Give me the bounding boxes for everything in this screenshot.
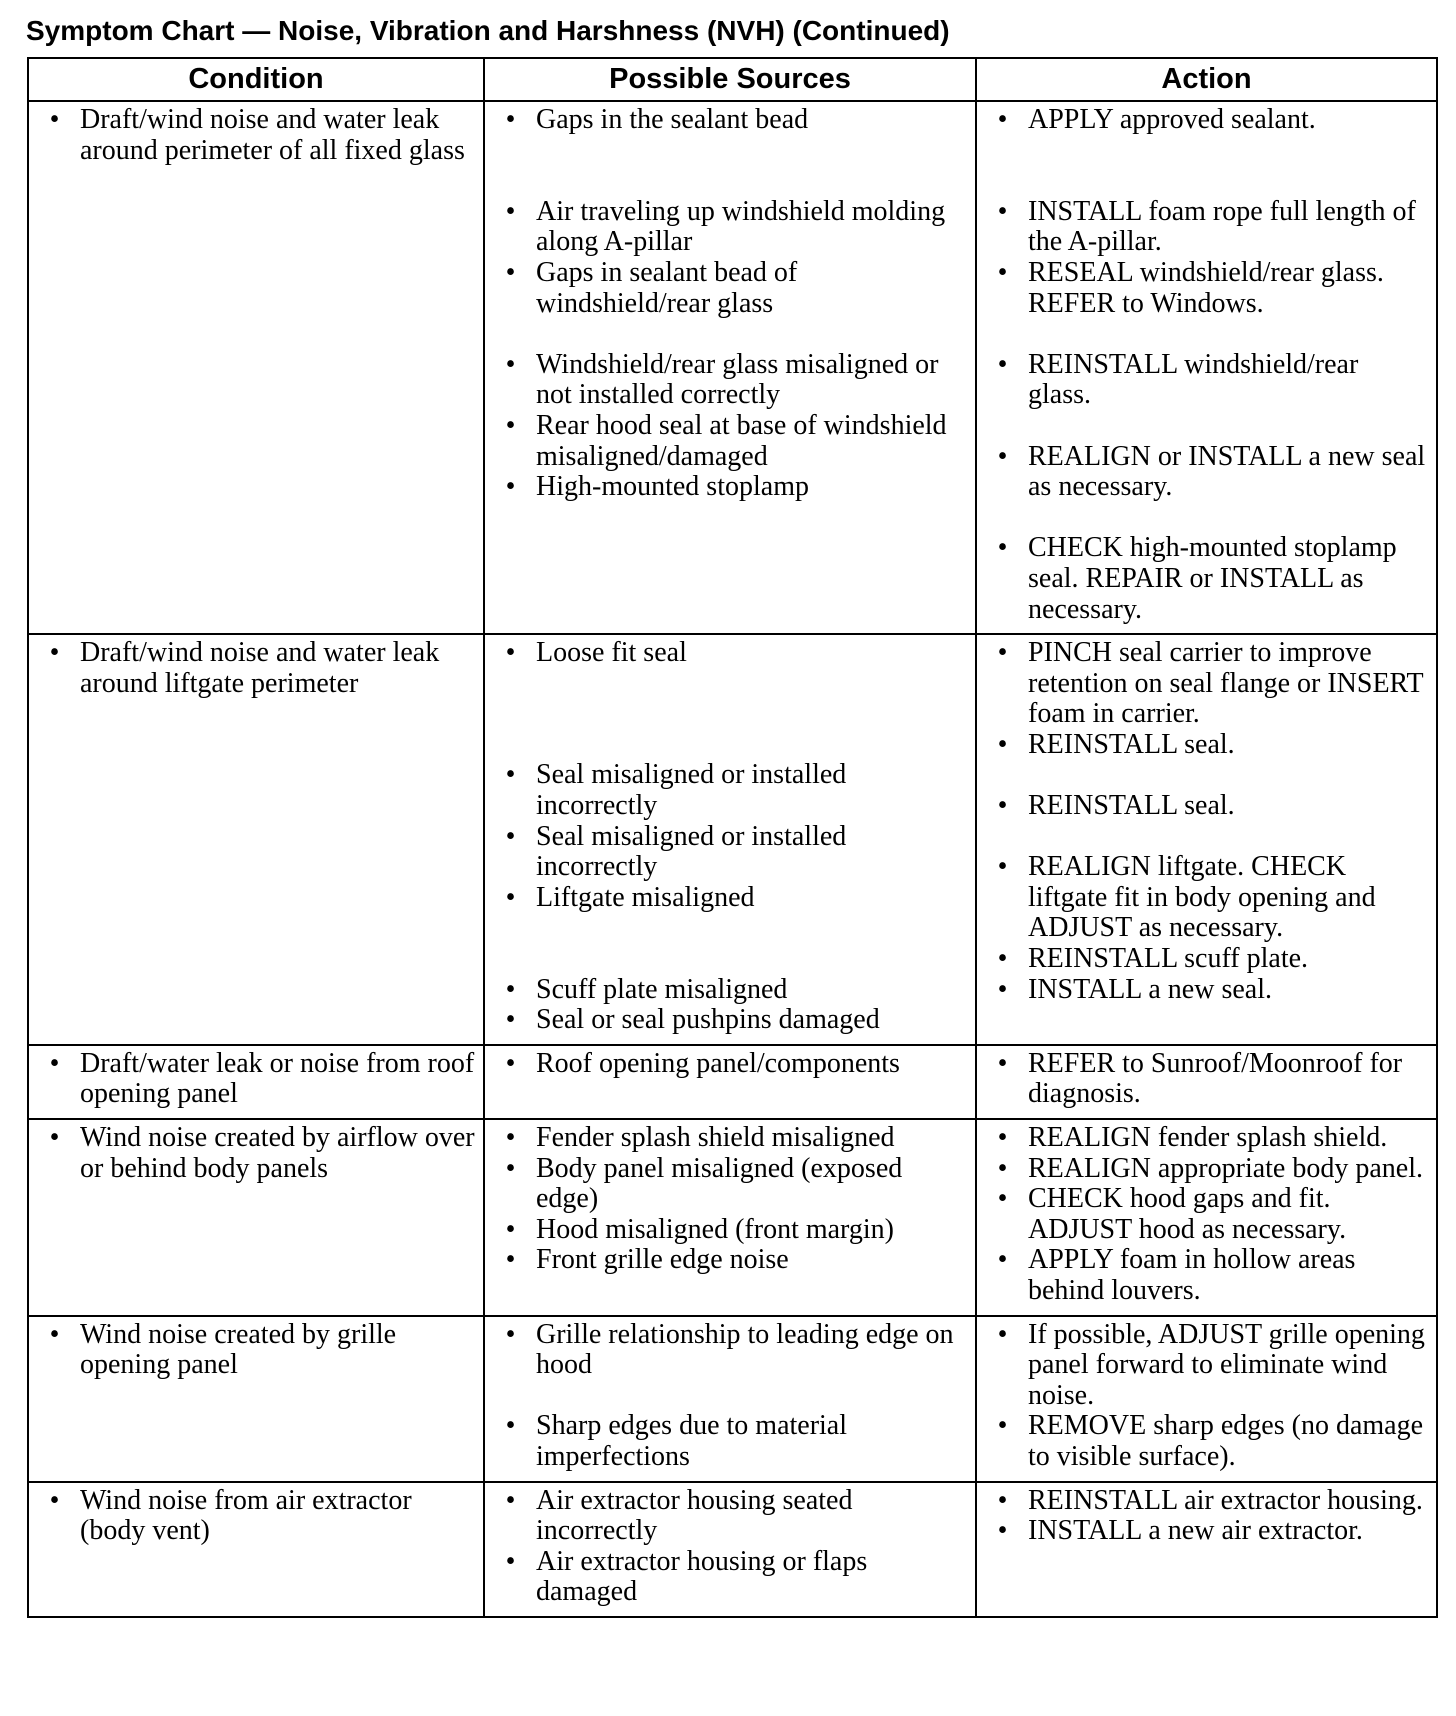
bullet-icon: • (997, 1318, 1008, 1350)
bullet-icon: • (997, 1484, 1008, 1516)
bullet-icon: • (505, 820, 516, 852)
list-item (977, 638, 1436, 730)
list-item (485, 1215, 975, 1246)
list-item (977, 197, 1436, 258)
condition-cell (28, 1482, 484, 1617)
list-item (977, 533, 1436, 625)
list-item (485, 975, 975, 1006)
list-item (977, 975, 1436, 1006)
bullet-icon: • (997, 1152, 1008, 1184)
bullet-icon: • (505, 1122, 516, 1154)
bullet-icon: • (997, 1410, 1008, 1442)
column-header-action: Action (976, 58, 1437, 101)
bullet-icon: • (505, 195, 516, 227)
bullet-icon: • (997, 637, 1008, 669)
bullet-icon: • (505, 881, 516, 913)
list-item (977, 1245, 1436, 1306)
list-item (485, 1320, 975, 1381)
list-item (977, 944, 1436, 975)
bullet-icon: • (505, 348, 516, 380)
condition-cell (28, 1045, 484, 1119)
list-item (29, 1320, 483, 1381)
list-item (977, 1049, 1436, 1110)
list-item (977, 1516, 1436, 1547)
list-item (485, 883, 975, 914)
list-item (485, 822, 975, 883)
entry-text: Fender splash shield misaligned (536, 1122, 895, 1154)
bullet-icon: • (505, 104, 516, 135)
entry-text: High-mounted stoplamp (536, 471, 809, 503)
bullet-icon: • (505, 1047, 516, 1079)
entry-text: REINSTALL scuff plate. (1028, 943, 1309, 975)
bullet-icon: • (505, 1004, 516, 1036)
list-item (485, 258, 975, 319)
bullet-icon: • (505, 637, 516, 669)
table-row (28, 1045, 1437, 1119)
entry-text: INSTALL foam rope full length of the A-pillar. (1028, 195, 1416, 258)
bullet-icon: • (49, 1484, 60, 1516)
action-cell (976, 101, 1437, 634)
list-item (977, 791, 1436, 822)
bullet-icon: • (505, 256, 516, 288)
table-row (28, 1119, 1437, 1316)
table-body (28, 101, 1437, 1617)
list-item (485, 638, 975, 669)
bullet-icon: • (505, 973, 516, 1005)
bullet-icon: • (505, 471, 516, 503)
entry-text: RESEAL windshield/rear glass. REFER to Windows. (1028, 256, 1384, 319)
list-item (485, 350, 975, 411)
entry-text: Windshield/rear glass misaligned or not installed correctly (536, 348, 939, 411)
entry-text: Wind noise created by grille opening panel (80, 1318, 397, 1381)
bullet-icon: • (49, 637, 60, 669)
list-item (485, 1411, 975, 1472)
possible-sources-cell (484, 1482, 976, 1617)
bullet-icon: • (997, 440, 1008, 472)
entry-text: REINSTALL air extractor housing. (1028, 1484, 1423, 1516)
bullet-icon: • (505, 759, 516, 791)
entry-text: REALIGN appropriate body panel. (1028, 1152, 1423, 1184)
entry-text: Gaps in sealant bead of windshield/rear glass (536, 256, 798, 319)
bullet-icon: • (997, 104, 1008, 135)
entry-text: Seal or seal pushpins damaged (536, 1004, 880, 1036)
entry-text: Scuff plate misaligned (536, 973, 788, 1005)
bullet-icon: • (505, 1545, 516, 1577)
entry-text: Air extractor housing or flaps damaged (536, 1545, 868, 1608)
entry-text: REINSTALL seal. (1028, 790, 1235, 822)
table-row (28, 1316, 1437, 1482)
entry-text: Loose fit seal (536, 637, 687, 669)
entry-text: REFER to Sunroof/Moonroof for diagnosis. (1028, 1047, 1403, 1110)
condition-cell (28, 634, 484, 1045)
list-item (977, 1123, 1436, 1154)
bullet-icon: • (49, 104, 60, 135)
table-row (28, 634, 1437, 1045)
action-cell (976, 1482, 1437, 1617)
list-item (485, 1123, 975, 1154)
list-item (485, 197, 975, 258)
bullet-icon: • (505, 1484, 516, 1516)
entry-text: Front grille edge noise (536, 1244, 789, 1276)
entry-text: APPLY foam in hollow areas behind louvers. (1028, 1244, 1356, 1306)
entry-text: Air extractor housing seated incorrectly (536, 1484, 853, 1547)
column-header-possible-sources: Possible Sources (484, 58, 976, 101)
possible-sources-cell (484, 634, 976, 1045)
entry-text: Hood misaligned (front margin) (536, 1213, 894, 1245)
bullet-icon: • (997, 943, 1008, 975)
bullet-icon: • (997, 195, 1008, 227)
possible-sources-cell (484, 1119, 976, 1316)
table-row (28, 1482, 1437, 1617)
bullet-icon: • (997, 1515, 1008, 1547)
entry-text: Air traveling up windshield molding along A-pillar (536, 195, 946, 258)
list-item (29, 1049, 483, 1110)
entry-text: APPLY approved sealant. (1028, 104, 1316, 135)
action-cell (976, 1045, 1437, 1119)
list-item (977, 258, 1436, 319)
list-item (977, 1320, 1436, 1412)
bullet-icon: • (997, 532, 1008, 564)
entry-text: PINCH seal carrier to improve retention on seal flange or INSERT foam in carrier. (1028, 637, 1424, 730)
entry-text: REALIGN or INSTALL a new seal as necessary. (1028, 440, 1426, 503)
bullet-icon: • (505, 1410, 516, 1442)
bullet-icon: • (505, 1318, 516, 1350)
action-cell (976, 1316, 1437, 1482)
entry-text: REINSTALL windshield/rear glass. (1028, 348, 1359, 411)
bullet-icon: • (49, 1318, 60, 1350)
entry-text: REMOVE sharp edges (no damage to visible surface). (1028, 1410, 1424, 1472)
entry-text: REALIGN fender splash shield. (1028, 1122, 1388, 1154)
bullet-icon: • (997, 256, 1008, 288)
entry-text: Liftgate misaligned (536, 881, 755, 913)
action-cell (976, 634, 1437, 1045)
list-item (977, 1184, 1436, 1245)
possible-sources-cell (484, 101, 976, 634)
entry-text: Seal misaligned or installed incorrectly (536, 820, 847, 883)
action-cell (976, 1119, 1437, 1316)
bullet-icon: • (505, 1152, 516, 1184)
bullet-icon: • (505, 1213, 516, 1245)
list-item (977, 105, 1436, 136)
bullet-icon: • (997, 1244, 1008, 1276)
possible-sources-cell (484, 1045, 976, 1119)
entry-text: Gaps in the sealant bead (536, 104, 809, 135)
bullet-icon: • (505, 409, 516, 441)
entry-text: INSTALL a new air extractor. (1028, 1515, 1363, 1547)
list-item (977, 442, 1436, 503)
entry-text: REINSTALL seal. (1028, 728, 1235, 760)
bullet-icon: • (49, 1047, 60, 1079)
list-item (485, 1486, 975, 1547)
list-item (485, 1154, 975, 1215)
list-item (485, 1005, 975, 1036)
entry-text: If possible, ADJUST grille opening panel forward to eliminate wind noise. (1028, 1318, 1425, 1411)
list-item (485, 472, 975, 503)
list-item (29, 1123, 483, 1184)
list-item (977, 1486, 1436, 1517)
entry-text: Roof opening panel/components (536, 1047, 900, 1079)
header-row (28, 58, 1437, 101)
entry-text: CHECK hood gaps and fit. ADJUST hood as necessary. (1028, 1183, 1347, 1245)
list-item (977, 852, 1436, 944)
bullet-icon: • (49, 1122, 60, 1154)
list-item (977, 730, 1436, 761)
bullet-icon: • (997, 851, 1008, 883)
list-item (29, 638, 483, 699)
column-header-condition: Condition (28, 58, 484, 101)
bullet-icon: • (997, 728, 1008, 760)
entry-text: Draft/wind noise and water leak around perimeter of all fixed glass (80, 104, 465, 166)
list-item (977, 350, 1436, 411)
symptom-chart-table (27, 57, 1438, 1618)
bullet-icon: • (997, 790, 1008, 822)
entry-text: Rear hood seal at base of windshield misaligned/damaged (536, 409, 947, 472)
list-item (485, 1245, 975, 1276)
entry-text: Draft/water leak or noise from roof opening panel (80, 1047, 475, 1110)
entry-text: Wind noise created by airflow over or behind body panels (80, 1122, 475, 1184)
list-item (485, 760, 975, 821)
bullet-icon: • (505, 1244, 516, 1276)
entry-text: INSTALL a new seal. (1028, 973, 1272, 1005)
list-item (485, 1049, 975, 1080)
entry-text: Seal misaligned or installed incorrectly (536, 759, 847, 822)
bullet-icon: • (997, 973, 1008, 1005)
list-item (485, 1547, 975, 1608)
list-item (29, 105, 483, 166)
entry-text: Body panel misaligned (exposed edge) (536, 1152, 903, 1215)
list-item (485, 105, 975, 136)
condition-cell (28, 101, 484, 634)
list-item (29, 1486, 483, 1547)
entry-text: Draft/wind noise and water leak around liftgate perimeter (80, 637, 440, 699)
page-title: Symptom Chart — Noise, Vibration and Harshness (NVH) (Continued) (26, 15, 950, 46)
entry-text: CHECK high-mounted stoplamp seal. REPAIR or INSTALL as necessary. (1028, 532, 1397, 625)
bullet-icon: • (997, 1183, 1008, 1215)
bullet-icon: • (997, 348, 1008, 380)
entry-text: REALIGN liftgate. CHECK liftgate fit in body opening and ADJUST as necessary. (1028, 851, 1376, 944)
list-item (977, 1411, 1436, 1472)
entry-text: Grille relationship to leading edge on hood (536, 1318, 954, 1381)
list-item (977, 1154, 1436, 1185)
condition-cell (28, 1316, 484, 1482)
list-item (485, 411, 975, 472)
condition-cell (28, 1119, 484, 1316)
entry-text: Wind noise from air extractor (body vent) (80, 1484, 412, 1547)
possible-sources-cell (484, 1316, 976, 1482)
bullet-icon: • (997, 1122, 1008, 1154)
entry-text: Sharp edges due to material imperfections (536, 1410, 848, 1472)
table-row (28, 101, 1437, 634)
bullet-icon: • (997, 1047, 1008, 1079)
